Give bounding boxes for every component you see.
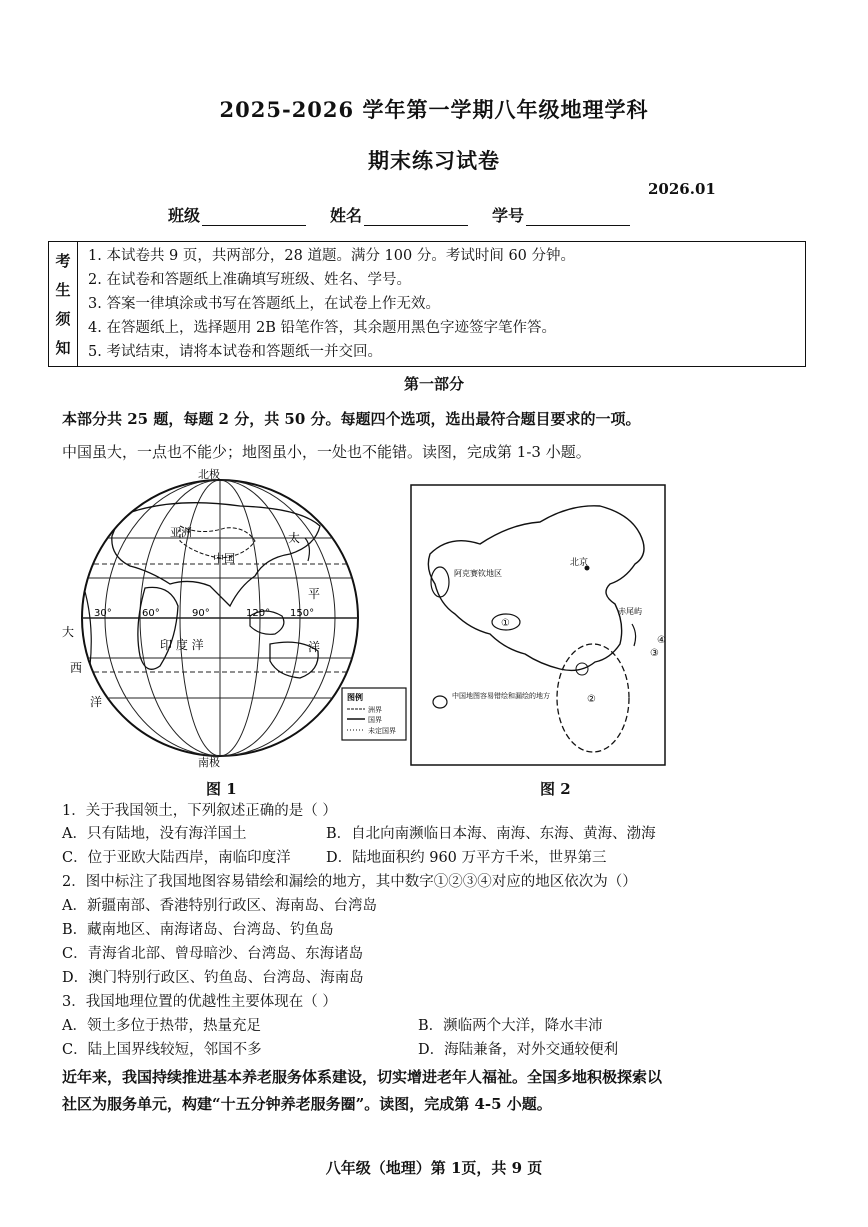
svg-text:未定国界: 未定国界 (368, 727, 396, 735)
next-lead-line1: 近年来，我国持续推进基本养老服务体系建设，切实增进老年人福祉。全国多地积极探索以 (62, 1068, 663, 1086)
question-3-option-d: D．海陆兼备，对外交通较便利 (418, 1042, 619, 1058)
atlantic-label-3: 洋 (90, 695, 103, 709)
page-footer: 八年级（地理）第 1页，共 9 页 (325, 1159, 543, 1177)
aksai-chin-label: 阿克赛钦地区 (454, 569, 502, 578)
question-2-option-b: B．藏南地区、南海诸岛、台湾岛、钓鱼岛 (62, 922, 334, 938)
atlantic-label-1: 大 (62, 625, 75, 639)
longitude-90-label: 90° (192, 608, 210, 619)
question-1-option-a: A．只有陆地，没有海洋国土 (62, 826, 247, 842)
question-3-option-a: A．领土多位于热带，热量充足 (62, 1018, 261, 1034)
figure1-caption: 图 1 (206, 780, 237, 798)
part1-intro: 本部分共 25 题，每题 2 分，共 50 分。每题四个选项，选出最符合题目要求的一项。 (62, 410, 641, 428)
longitude-120-label: 120° (246, 608, 271, 619)
question-3-option-b: B．濒临两个大洋，降水丰沛 (418, 1018, 603, 1034)
question-1-option-b: B．自北向南濒临日本海、南海、东海、黄海、渤海 (326, 826, 656, 842)
longitude-60-label: 60° (142, 608, 160, 619)
figure2-china-map (410, 484, 666, 766)
beijing-label: 北京 (570, 558, 589, 568)
question-2-stem: 2．图中标注了我国地图容易错绘和漏绘的地方，其中数字①②③④对应的地区依次为（） (62, 874, 637, 890)
notice-line: 1. 本试卷共 9 页，共两部分，28 道题。满分 100 分。考试时间 60 分钟。 (88, 248, 576, 264)
class-field[interactable] (168, 203, 316, 226)
exam-title: 2025-2026 学年第一学期八年级地理学科 (219, 97, 649, 122)
question-1-option-d: D．陆地面积约 960 万平方千米，世界第三 (326, 850, 607, 866)
marker-1: ① (501, 618, 510, 629)
exam-subtitle: 期末练习试卷 (368, 148, 500, 173)
china-label: 中国 (213, 552, 235, 565)
svg-text:图例: 图例 (347, 693, 363, 702)
class-label: 班级 (168, 206, 201, 225)
question-3-option-c: C．陆上国界线较短，邻国不多 (62, 1042, 262, 1058)
marker-2: ② (587, 694, 596, 705)
exam-notice-box (48, 241, 806, 367)
chiwei-label: 赤尾屿 (618, 607, 642, 616)
part1-title: 第一部分 (403, 375, 464, 393)
marker-3: ③ (650, 648, 659, 659)
exam-date: 2026.01 (648, 180, 716, 198)
south-pole-label: 南极 (198, 756, 220, 768)
name-field[interactable] (330, 203, 478, 226)
question-3-stem: 3．我国地理位置的优越性主要体现在（ ） (62, 994, 337, 1010)
north-pole-label: 北极 (198, 468, 220, 481)
name-label: 姓名 (330, 206, 363, 225)
figure1-legend (342, 688, 406, 740)
marker-4: ④ (657, 635, 666, 646)
svg-text:国界: 国界 (368, 716, 382, 724)
student-id-label: 学号 (492, 206, 525, 225)
figure2-caption: 图 2 (540, 780, 571, 798)
pacific-label-2: 平 (308, 587, 321, 601)
longitude-30-label: 30° (94, 608, 112, 619)
student-info-fields (168, 203, 640, 226)
notice-line: 5. 考试结束，请将本试卷和答题纸一并交回。 (88, 344, 382, 360)
notice-line: 3. 答案一律填涂或书写在答题纸上，在试卷上作无效。 (88, 296, 440, 312)
figure1-globe-map (50, 466, 410, 768)
notice-line: 4. 在答题纸上，选择题用 2B 铅笔作答，其余题用黑色字迹签字笔作答。 (88, 320, 557, 336)
asia-label: 亚洲 (170, 526, 192, 539)
question-2-option-d: D．澳门特别行政区、钓鱼岛、台湾岛、海南岛 (62, 970, 364, 986)
notice-line: 2. 在试卷和答题纸上准确填写班级、姓名、学号。 (88, 272, 411, 288)
question-2-option-a: A．新疆南部、香港特别行政区、海南岛、台湾岛 (62, 898, 377, 914)
notice-heading: 考 生 须 知 (49, 242, 78, 366)
pacific-label-1: 太 (288, 531, 301, 545)
atlantic-label-2: 西 (70, 661, 83, 675)
notice-lines (78, 242, 805, 366)
indian-ocean-label: 印 度 洋 (160, 638, 204, 652)
question-1-option-c: C．位于亚欧大陆西岸，南临印度洋 (62, 850, 291, 866)
student-id-field[interactable] (492, 203, 640, 226)
longitude-150-label: 150° (290, 608, 315, 619)
question-1-stem: 1．关于我国领土，下列叙述正确的是（ ） (62, 803, 337, 819)
question-2-option-c: C．青海省北部、曾母暗沙、台湾岛、东海诸岛 (62, 946, 364, 962)
svg-text:洲界: 洲界 (368, 706, 382, 714)
part1-lead: 中国虽大，一点也不能少；地图虽小，一处也不能错。读图，完成第 1-3 小题。 (62, 443, 591, 461)
fig2-legend-text: 中国地图容易错绘和漏绘的地方 (452, 692, 550, 700)
pacific-label-3: 洋 (308, 640, 321, 654)
next-lead-line2: 社区为服务单元，构建“十五分钟养老服务圈”。读图，完成第 4-5 小题。 (62, 1095, 552, 1113)
